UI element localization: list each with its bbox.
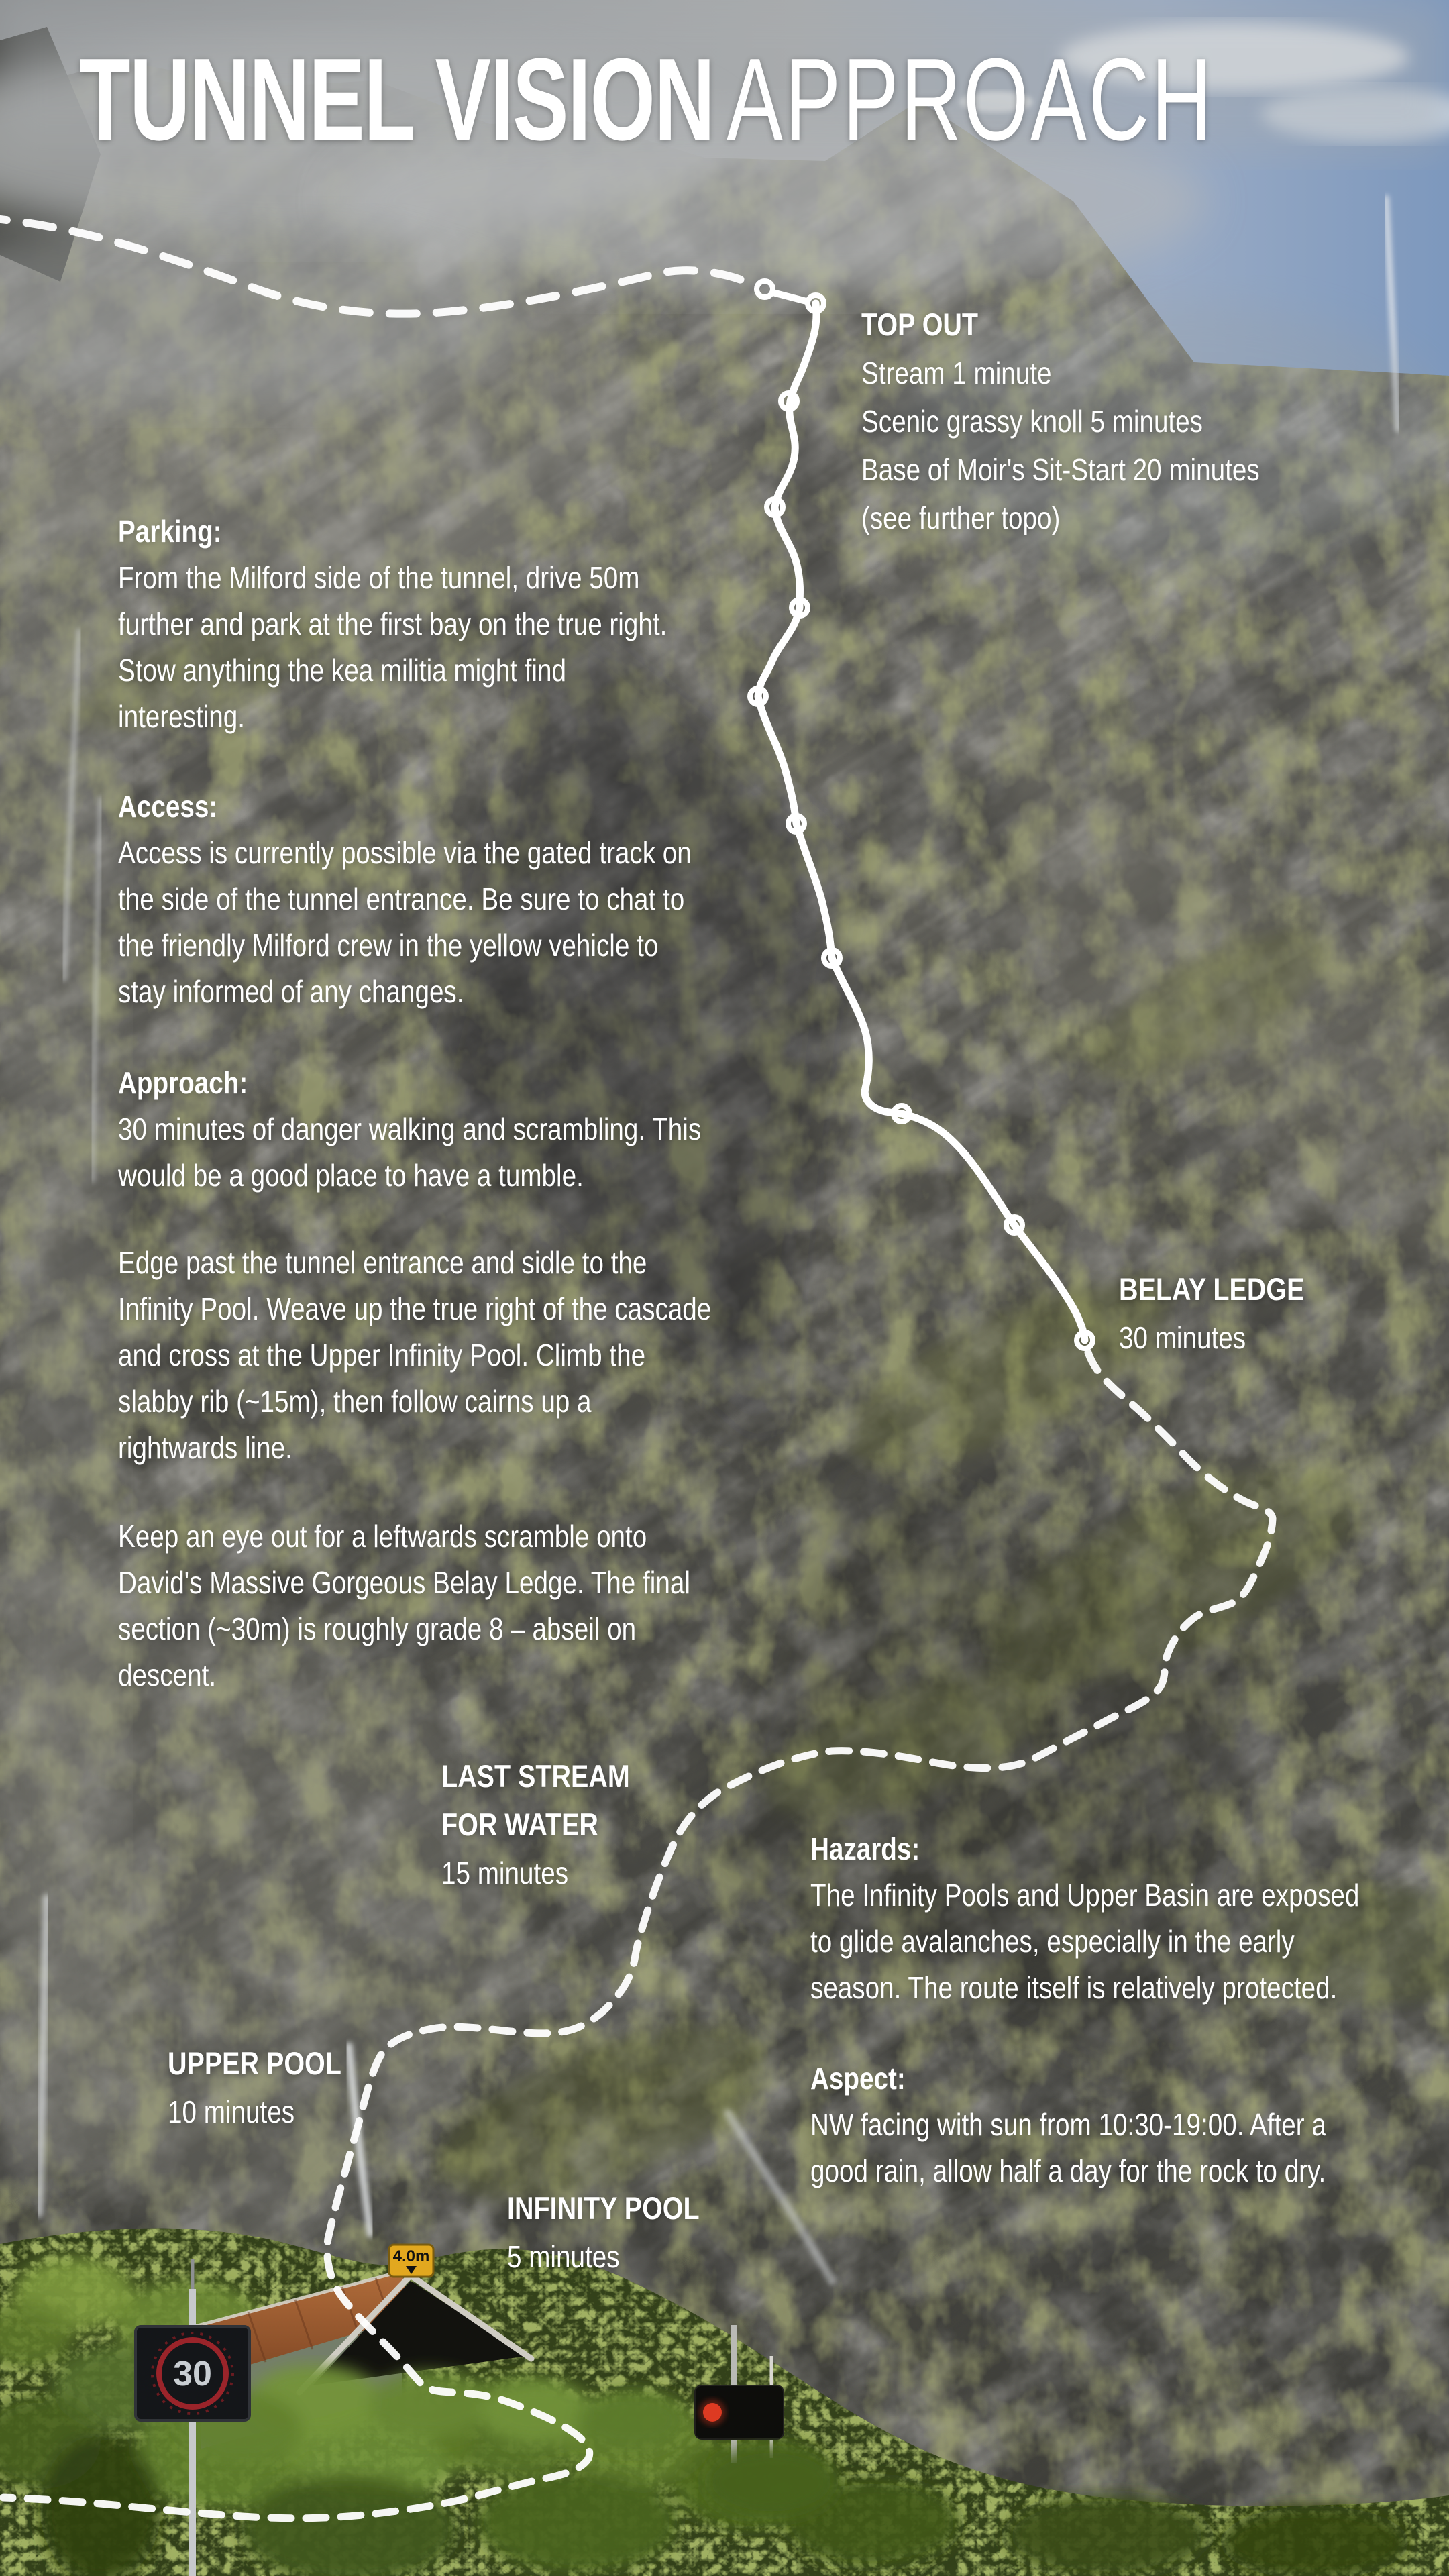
text-line: rightwards line. bbox=[118, 1430, 292, 1465]
block-heading: Aspect: bbox=[810, 2061, 906, 2096]
waypoint-label: TOP OUT bbox=[861, 307, 979, 342]
info-block-parking bbox=[118, 508, 667, 740]
block-heading: Parking: bbox=[118, 514, 222, 549]
text-line: the friendly Milford crew in the yellow vehicle to bbox=[118, 928, 659, 963]
waypoint-last-stream bbox=[441, 1752, 630, 1897]
clearance-sign-text: 4.0m bbox=[392, 2247, 430, 2265]
text-line: section (~30m) is roughly grade 8 – abseil on bbox=[118, 1611, 637, 1646]
info-block-approach-cont1 bbox=[118, 1240, 711, 1471]
text-line: Stream 1 minute bbox=[861, 356, 1052, 390]
text-line: further and park at the first bay on the true right. bbox=[118, 606, 667, 641]
bush bbox=[704, 2445, 839, 2519]
info-block-access bbox=[118, 784, 692, 1015]
block-heading: Approach: bbox=[118, 1065, 248, 1100]
speed-limit-text: 30 bbox=[173, 2355, 212, 2394]
waypoint-time: 5 minutes bbox=[507, 2239, 620, 2274]
text-line: Scenic grassy knoll 5 minutes bbox=[861, 404, 1203, 439]
clearance-sign bbox=[389, 2245, 433, 2277]
text-line: season. The route itself is relatively protected. bbox=[810, 1970, 1338, 2005]
text-line: David's Massive Gorgeous Belay Ledge. The final bbox=[118, 1565, 690, 1600]
waypoint-label: FOR WATER bbox=[441, 1807, 598, 1842]
text-line: From the Milford side of the tunnel, drive 50m bbox=[118, 560, 640, 595]
text-line: Stow anything the kea militia might find bbox=[118, 653, 566, 688]
title-bold: TUNNEL VISION bbox=[79, 34, 714, 164]
block-heading: Access: bbox=[118, 789, 218, 824]
title-light: APPROACH bbox=[727, 34, 1214, 164]
text-line: interesting. bbox=[118, 699, 246, 734]
info-block-approach-cont2 bbox=[118, 1513, 690, 1699]
text-line: would be a good place to have a tumble. bbox=[118, 1158, 584, 1193]
text-line: NW facing with sun from 10:30-19:00. After a bbox=[810, 2107, 1326, 2142]
text-line: Base of Moir's Sit-Start 20 minutes bbox=[861, 452, 1260, 487]
text-line: 30 minutes of danger walking and scrambling. This bbox=[118, 1112, 702, 1146]
text-line: to glide avalanches, especially in the early bbox=[810, 1924, 1295, 1959]
waypoint-time: 30 minutes bbox=[1119, 1320, 1246, 1355]
red-light bbox=[703, 2403, 722, 2422]
waypoint-upper-pool bbox=[168, 2039, 341, 2136]
waypoint-label: LAST STREAM bbox=[441, 1758, 630, 1794]
info-block-approach bbox=[118, 1060, 701, 1199]
text-line: stay informed of any changes. bbox=[118, 974, 464, 1009]
text-line: good rain, allow half a day for the rock to dry. bbox=[810, 2153, 1326, 2188]
waypoint-time: 15 minutes bbox=[441, 1856, 569, 1890]
block-heading: Hazards: bbox=[810, 1831, 920, 1866]
text-line: Keep an eye out for a leftwards scramble onto bbox=[118, 1519, 647, 1554]
text-line: (see further topo) bbox=[861, 500, 1061, 535]
text-line: descent. bbox=[118, 1658, 217, 1693]
text-line: and cross at the Upper Infinity Pool. Climb the bbox=[118, 1338, 646, 1373]
waypoint-label: UPPER POOL bbox=[168, 2045, 341, 2081]
waypoint-infinity-pool bbox=[507, 2184, 700, 2281]
text-line: Edge past the tunnel entrance and sidle to the bbox=[118, 1245, 647, 1280]
waypoint-time: 10 minutes bbox=[168, 2094, 295, 2129]
text-line: slabby rib (~15m), then follow cairns up a bbox=[118, 1384, 592, 1419]
text-line: Access is currently possible via the gated track on bbox=[118, 835, 692, 870]
waypoint-label: BELAY LEDGE bbox=[1119, 1271, 1305, 1307]
text-line: the side of the tunnel entrance. Be sure to chat to bbox=[118, 881, 685, 916]
text-line: The Infinity Pools and Upper Basin are exposed bbox=[810, 1878, 1360, 1913]
waypoint-label: INFINITY POOL bbox=[507, 2190, 700, 2226]
info-block-aspect bbox=[810, 2055, 1326, 2194]
waypoint-top-out bbox=[861, 301, 1260, 542]
text-line: Infinity Pool. Weave up the true right of the cascade bbox=[118, 1291, 712, 1326]
waypoint-belay-ledge bbox=[1119, 1265, 1304, 1362]
info-block-hazards bbox=[810, 1826, 1359, 2011]
page-title bbox=[79, 35, 1214, 163]
